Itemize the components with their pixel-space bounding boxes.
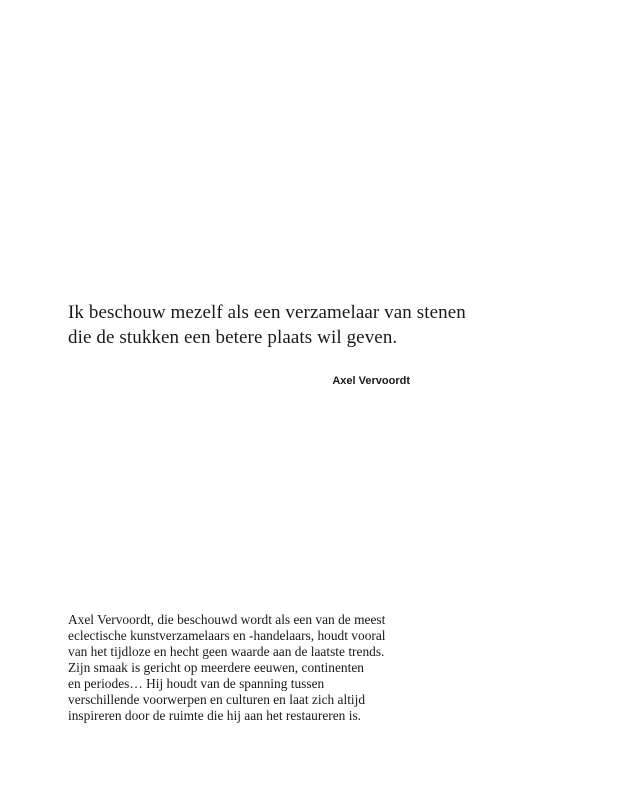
body-line: Axel Vervoordt, die beschouwd wordt als een van de meest (68, 612, 386, 627)
body-line: Zijn smaak is gericht op meerdere eeuwen, continenten (68, 660, 364, 675)
body-line: inspireren door de ruimte die hij aan het restaureren is. (68, 708, 361, 723)
body-paragraph (68, 612, 386, 724)
body-line: eclectische kunstverzamelaars en -handelaars, houdt vooral (68, 628, 386, 643)
body-line: en periodes… Hij houdt van de spanning tussen (68, 676, 325, 691)
pull-quote (68, 300, 466, 350)
body-line: van het tijdloze en hecht geen waarde aan de laatste trends. (68, 644, 385, 659)
quote-line: die de stukken een betere plaats wil geven. (68, 327, 398, 348)
quote-line: Ik beschouw mezelf als een verzamelaar van stenen (68, 302, 466, 323)
body-line: verschillende voorwerpen en culturen en laat zich altijd (68, 692, 366, 707)
quote-attribution: Axel Vervoordt (332, 375, 410, 387)
